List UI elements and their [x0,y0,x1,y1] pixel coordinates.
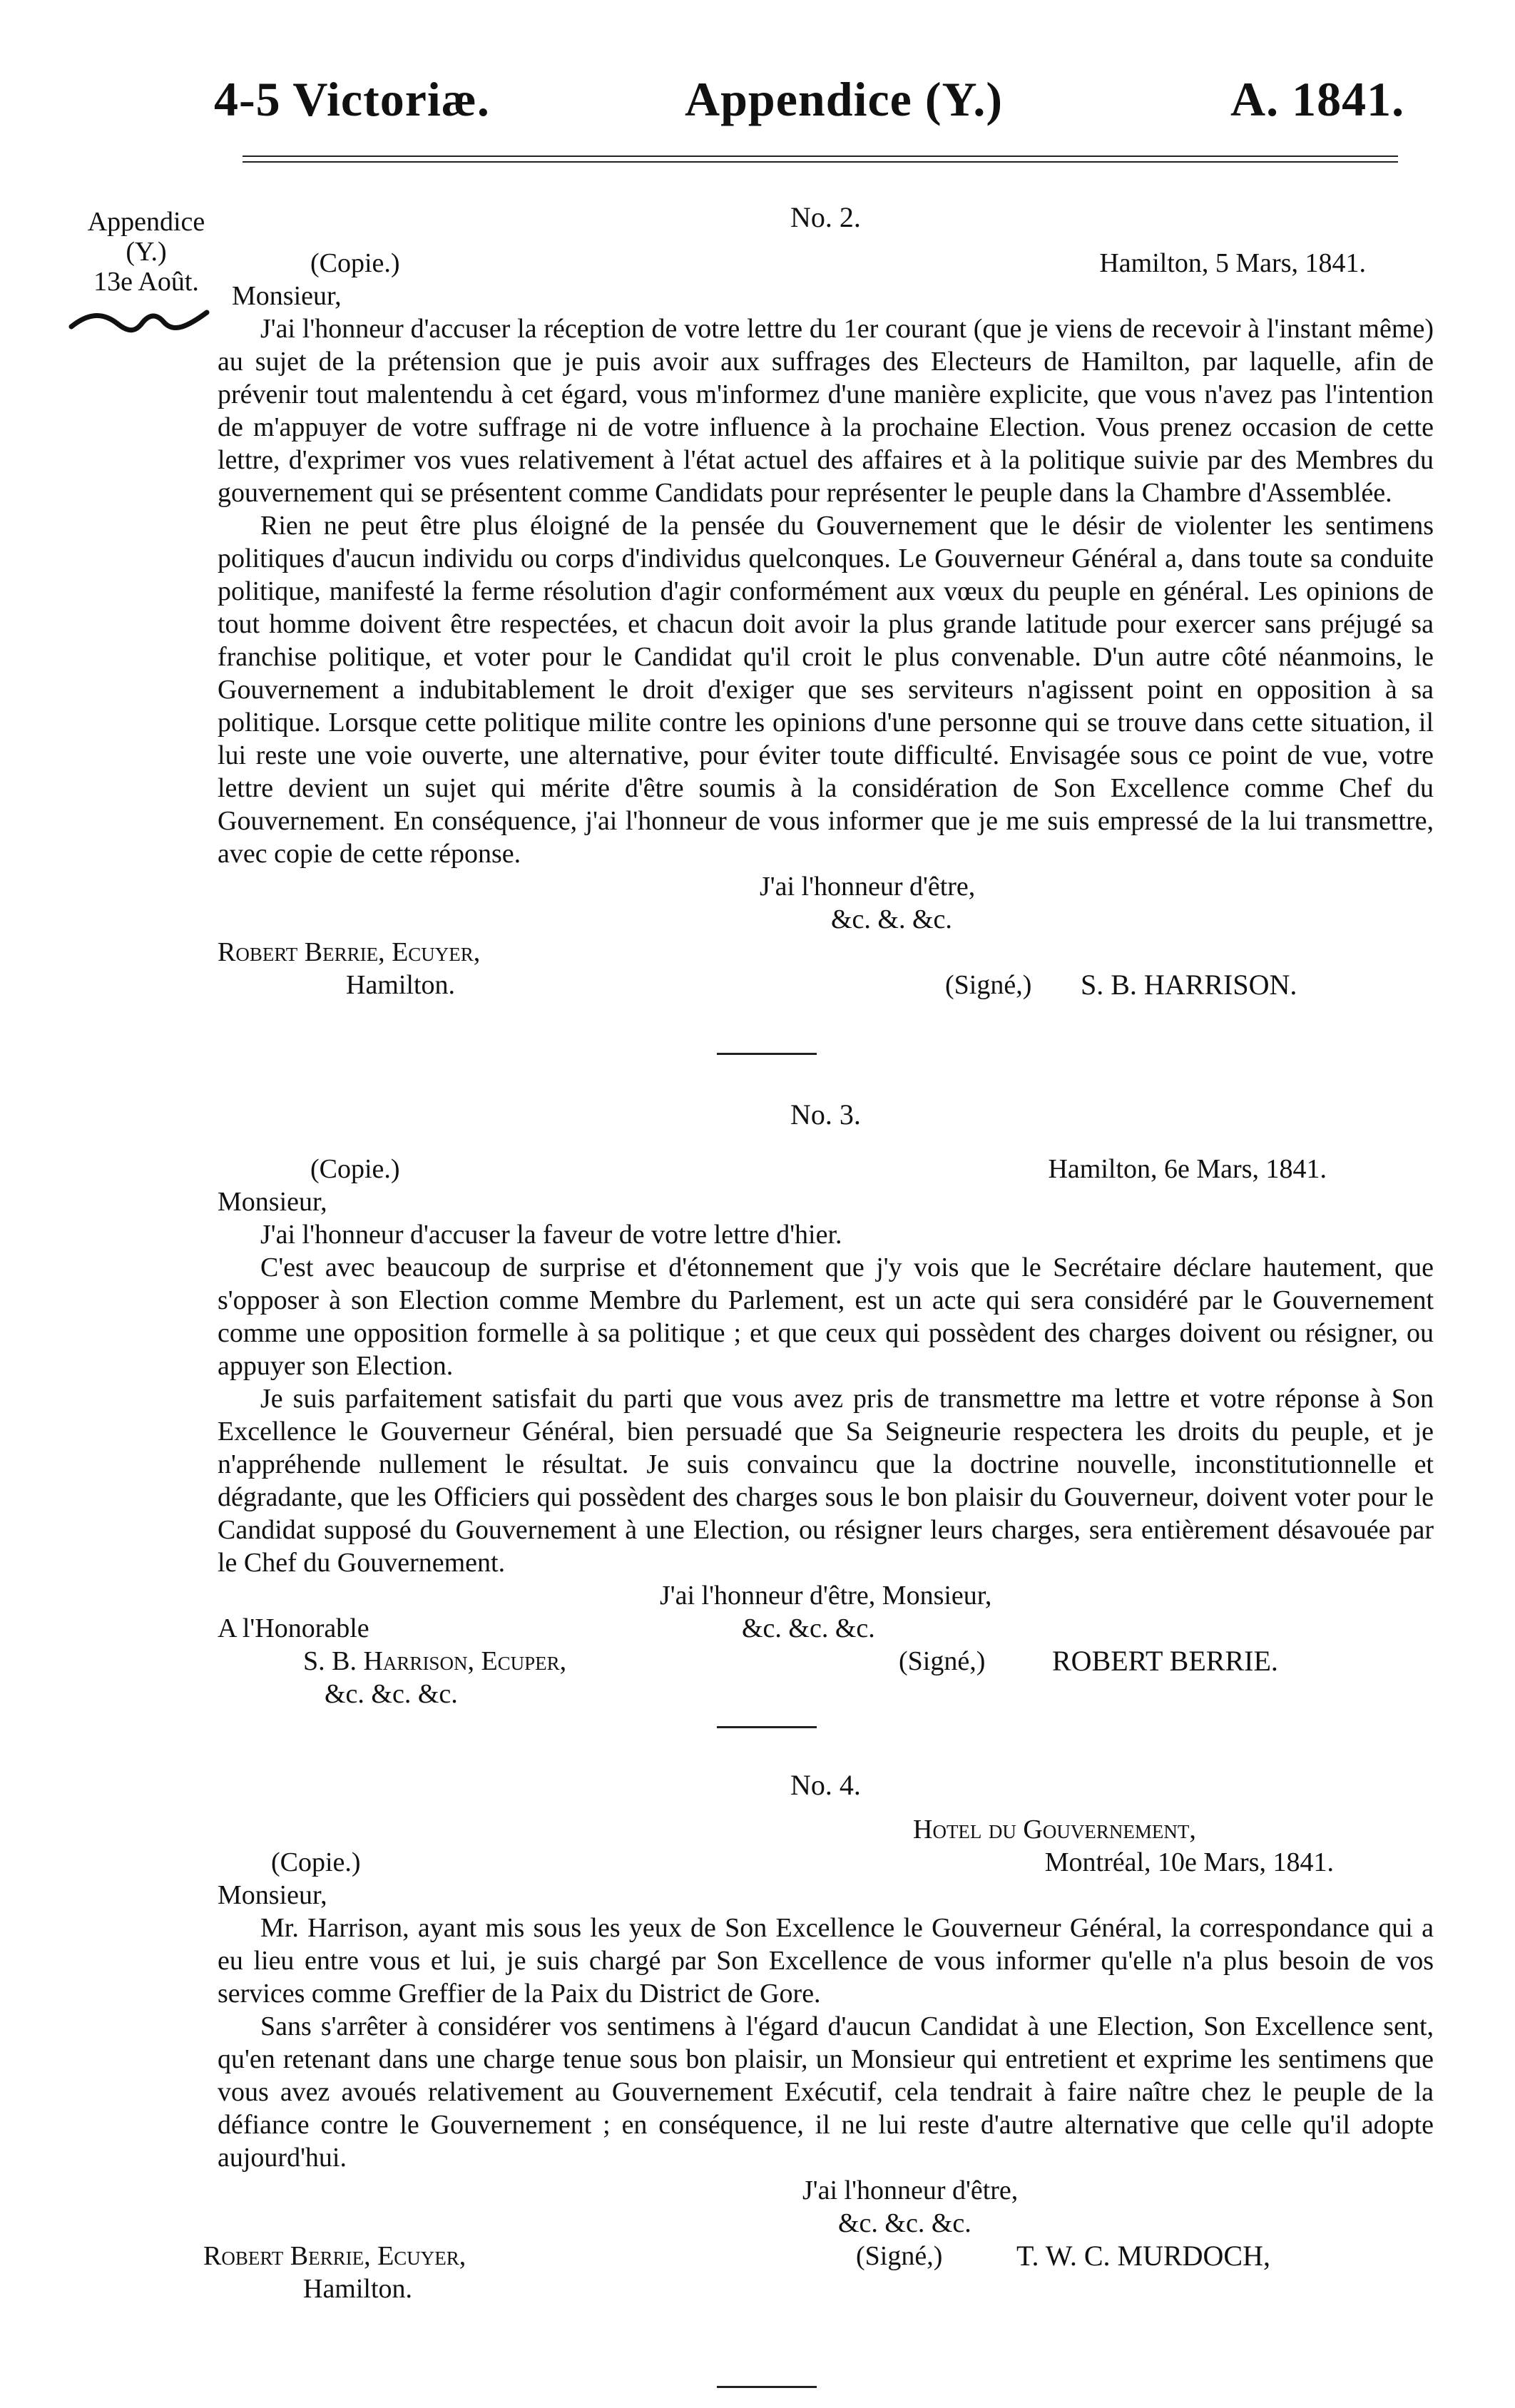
header-rule-top [243,155,1398,157]
paragraph: C'est avec beaucoup de surprise et d'étonnement que j'y vois que le Secrétaire déclare hautement, que s'opposer à son Election comme Membre du Parlement, est un acte qui sera considéré par le Gouvernement comme une opposition formelle à sa politique ; et que ceux qui possèdent des charges doivent ou résigner, ou appuyer son Election. [218,1253,1434,1381]
section-separator [717,1053,817,1055]
copy-label: (Copie.) [310,248,400,278]
closing-line: J'ai l'honneur d'être, [760,872,976,902]
addressee-name: Robert Berrie, Ecuyer, [203,2241,466,2271]
closing-line: J'ai l'honneur d'être, Monsieur, [660,1581,992,1611]
addressee-name: Robert Berrie, Ecuyer, [218,937,481,967]
closing-etc: &c. &c. &c. [838,2208,971,2238]
paragraph: Rien ne peut être plus éloigné de la pensée du Gouvernement que le désir de violenter les sentimens politiques d'aucun individu ou corps d'individus quelconques. Le Gouverneur Général a, dans toute sa conduite politique, manifesté la ferme résolution d'agir conformément aux vœux du peuple en général. Les opinions de tout homme doivent être respectées, et chacun doit avoir la plus grande latitude pour exercer sans préjugé sa franchise politique, et voter pour le Candidat qu'il croit le plus convenable. D'un autre côté néanmoins, le Gouvernement a indubitablement le droit d'exiger que ses serviteurs n'agissent point en opposition à sa politique. Lorsque cette politique milite contre les opinions d'une personne qui se trouve dans cette situation, il lui reste une voie ouverte, une alternative, pour éviter toute difficulté. Envisagée sous ce point de vue, votre lettre devient un sujet qui mérite d'être soumis à la considération de Son Excellence comme Chef du Gouvernement. En conséquence, j'ai l'honneur de vous informer que je me suis empressé de la lui transmettre, avec copie de cette réponse. [218,511,1434,869]
letter-number: No. 2. [790,201,861,233]
letter-body [218,1912,1434,2174]
addressee-place: Hamilton. [303,2274,413,2304]
letter-body [218,1218,1434,1579]
place-heading: Hotel du Gouvernement, [913,1815,1196,1845]
section-separator [717,2386,817,2388]
header-appendix: Appendice (Y.) [685,72,1003,126]
letter-body [218,312,1434,870]
flourish-ornament [68,307,210,335]
letter-no-4 [203,1769,1434,2305]
signed-label: (Signé,) [945,970,1032,1000]
place-date: Hamilton, 6e Mars, 1841. [1048,1154,1327,1184]
margin-note-appendix: (Y.) [126,237,167,267]
signature: T. W. C. MURDOCH, [1016,2240,1270,2272]
margin-note-date: 13e Août. [93,267,199,297]
header-year: A. 1841. [1230,72,1405,126]
paragraph: Sans s'arrêter à considérer vos sentimens à l'égard d'aucun Candidat à une Election, Son Excellence sent, qu'en retenant dans une charge tenue sous bon plaisir, un Monsieur qui entretient et exprime les sentimens que vous avez avoués relativement au Gouvernement Exécutif, cela tendrait à faire naître chez le peuple de la défiance contre le Gouvernement ; en conséquence, il ne lui reste d'autre alternative que celle qu'il adopte aujourd'hui. [218,2011,1434,2173]
paragraph: J'ai l'honneur d'accuser la faveur de votre lettre d'hier. [260,1220,842,1250]
addressee-etc: &c. &c. &c. [325,1679,458,1709]
salutation: Monsieur, [218,1187,327,1217]
salutation: Monsieur, [232,281,342,311]
copy-label: (Copie.) [271,1847,361,1877]
section-separator [717,1726,817,1728]
margin-note [68,207,225,297]
letter-number: No. 4. [790,1769,861,1801]
letter-no-3 [218,1098,1434,1710]
place-date: Montréal, 10e Mars, 1841. [1044,1847,1334,1877]
copy-label: (Copie.) [310,1154,400,1184]
place-date: Hamilton, 5 Mars, 1841. [1099,248,1366,278]
addressee-prefix: A l'Honorable [218,1613,369,1643]
addressee-place: Hamilton. [346,970,456,1000]
signed-label: (Signé,) [899,1646,986,1676]
letter-no-2 [218,201,1434,1001]
salutation: Monsieur, [218,1880,327,1910]
paragraph: J'ai l'honneur d'accuser la réception de votre lettre du 1er courant (que je viens de recevoir à l'instant même) au sujet de la prétension que je puis avoir aux suffrages des Electeurs de Hamilton, par laquelle, afin de prévenir tout malentendu à cet égard, vous m'informez d'une manière explicite, que vous n'avez pas l'intention de m'appuyer de votre suffrage ni de votre influence à la prochaine Election. Vous prenez occasion de cette lettre, d'exprimer vos vues relativement à l'état actuel des affaires et à la politique suivie par des Membres du gouvernement qui se présentent comme Candidats pour représenter le peuple dans la Chambre d'Assemblée. [218,314,1434,508]
addressee-name: S. B. Harrison, Ecuper, [303,1646,567,1676]
closing-line: J'ai l'honneur d'être, [802,2175,1019,2205]
signature: ROBERT BERRIE. [1052,1645,1278,1677]
closing-etc: &c. &. &c. [831,904,952,934]
header-session: 4-5 Victoriæ. [214,72,490,126]
closing-etc: &c. &c. &c. [742,1613,875,1643]
signed-label: (Signé,) [856,2241,943,2271]
paragraph: Mr. Harrison, ayant mis sous les yeux de Son Excellence le Gouverneur Général, la correspondance qui a eu lieu entre vous et lui, je suis chargé par Son Excellence de vous informer qu'elle n'a plus besoin de vos services comme Greffier de la Paix du District de Gore. [218,1913,1434,2009]
paragraph: Je suis parfaitement satisfait du parti que vous avez pris de transmettre ma lettre et votre réponse à Son Excellence le Gouverneur Général, bien persuadé que Sa Seigneurie respectera les droits du peuple, et je n'appréhende nullement le résultat. Je suis convaincu que la doctrine nouvelle, inconstitutionnelle et dégradante, que les Officiers qui possèdent des charges sous le bon plaisir du Gouverneur, doivent voter pour le Candidat supposé du Gouvernement à une Election, ou résigner leurs charges, sera entièrement désavouée par le Chef du Gouvernement. [218,1384,1434,1578]
header-rule-bottom [243,161,1398,163]
margin-note-title: Appendice [87,207,205,237]
letter-number: No. 3. [790,1098,861,1131]
signature: S. B. HARRISON. [1081,969,1297,1001]
